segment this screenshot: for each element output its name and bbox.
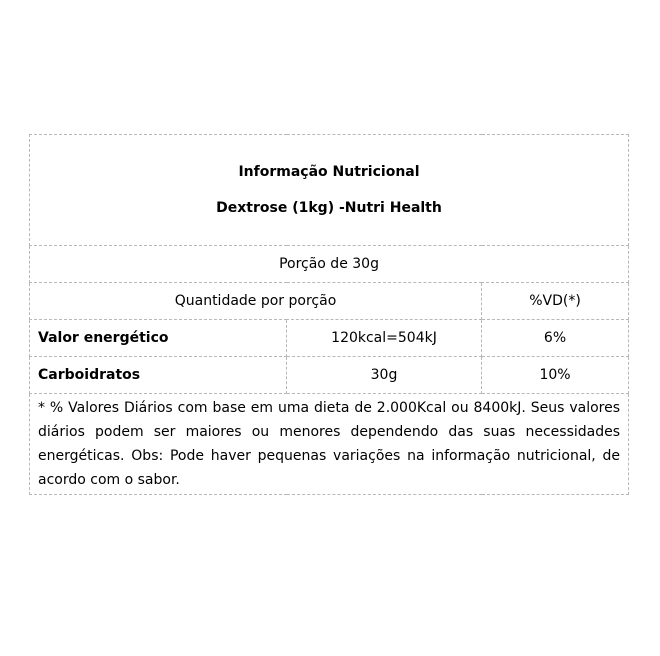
nutrient-name: Valor energético	[30, 320, 287, 357]
nutrient-dv: 10%	[482, 357, 629, 394]
nutrient-dv: 6%	[482, 320, 629, 357]
portion-cell: Porção de 30g	[30, 246, 629, 283]
table-header-row	[30, 135, 629, 246]
product-name: Dextrose (1kg) -Nutri Health	[216, 200, 442, 216]
portion-row	[30, 246, 629, 283]
nutrition-table	[29, 134, 629, 495]
footnote: * % Valores Diários com base em uma dieta de 2.000Kcal ou 8400kJ. Seus valores diários podem ser maiores ou menores dependendo das suas necessidades energéticas. Obs: Pode haver pequenas variações na informação nutricional, de acordo com o sabor.	[30, 394, 629, 495]
table-row	[30, 357, 629, 394]
nutrient-quantity: 30g	[287, 357, 482, 394]
nutrient-quantity: 120kcal=504kJ	[287, 320, 482, 357]
dv-header: %VD(*)	[482, 283, 629, 320]
nutrient-name: Carboidratos	[30, 357, 287, 394]
footnote-row	[30, 394, 629, 495]
table-title: Informação Nutricional	[238, 164, 420, 180]
quantity-header: Quantidade por porção	[30, 283, 482, 320]
column-header-row	[30, 283, 629, 320]
table-row	[30, 320, 629, 357]
nutrition-table-container	[29, 134, 628, 495]
table-title-cell	[30, 135, 629, 246]
